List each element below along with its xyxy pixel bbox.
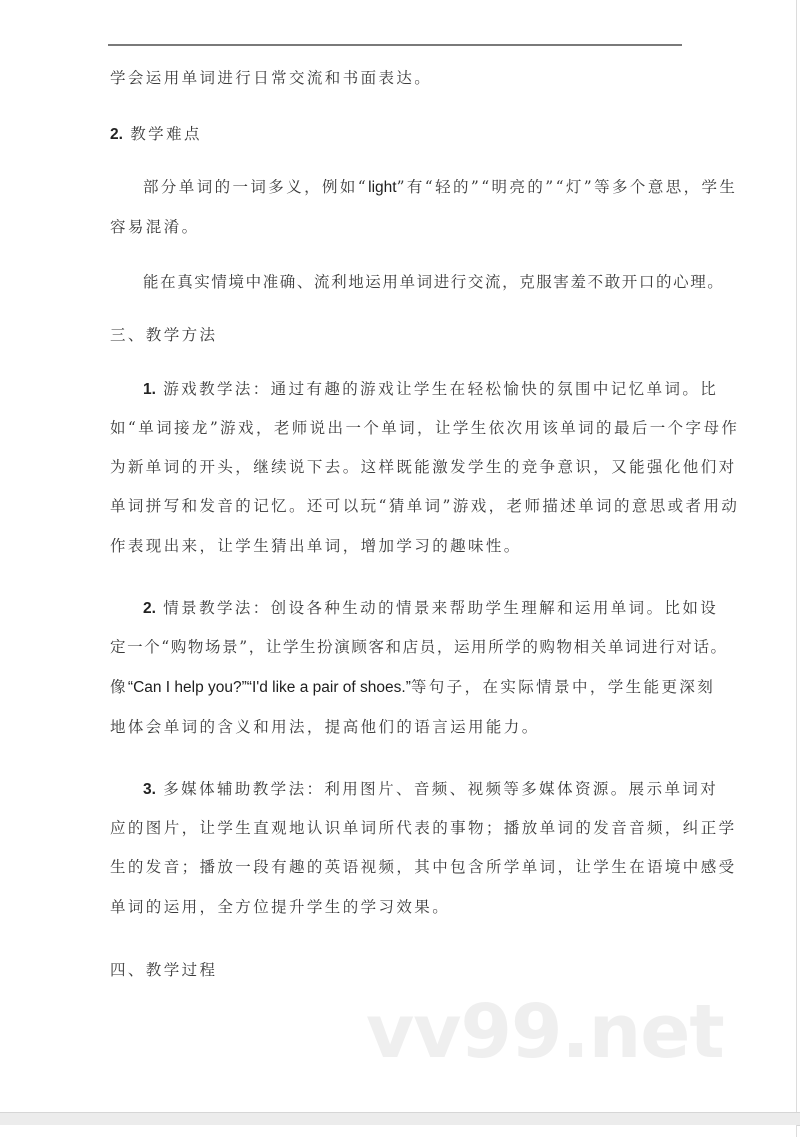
method-1-line-5	[110, 536, 690, 556]
text-segment: 定一个“购物场景”，让学生扮演顾客和店员，运用所学的购物相关单词进行对话。	[110, 638, 728, 656]
method-3-line-3	[110, 857, 737, 877]
text-segment: 情景教学法：创设各种生动的情景来帮助学生理解和运用单词。比如设	[155, 599, 719, 617]
difficulty-paragraph-2	[143, 272, 723, 292]
text-segment: 多媒体辅助教学法：利用图片、音频、视频等多媒体资源。展示单词对	[155, 780, 719, 798]
method-2-line-3	[110, 677, 716, 698]
text-segment: 像	[110, 678, 128, 696]
text-segment: 作表现出来，让学生猜出单词，增加学习的趣味性。	[110, 537, 522, 555]
method-3-line-2	[110, 818, 737, 838]
method-2-line-4	[110, 717, 690, 737]
text-segment: 部分单词的一词多义，例如“	[143, 178, 369, 196]
heading-number: 2.	[110, 126, 123, 143]
next-page-top	[0, 1125, 797, 1137]
method-3-line-1	[143, 779, 723, 800]
heading-text: 教学难点	[122, 125, 202, 143]
header-rule	[108, 44, 682, 46]
method-2-line-1	[143, 598, 723, 619]
intro-line	[110, 68, 690, 88]
text-segment: 等句子，在实际情景中，学生能更深刻	[410, 678, 716, 696]
method-3-line-4	[110, 897, 690, 917]
method-number: 3.	[143, 781, 156, 798]
intro-text: 学会运用单词进行日常交流和书面表达。	[110, 69, 433, 87]
text-segment: 地体会单词的含义和用法，提高他们的语言运用能力。	[110, 718, 540, 736]
text-segment: 容易混淆。	[110, 218, 200, 236]
text-segment: 如“单词接龙”游戏，老师说出一个单词，让学生依次用该单词的最后一个字母作	[110, 419, 740, 437]
text-segment: 生的发音；播放一段有趣的英语视频，其中包含所学单词，让学生在语境中感受	[110, 858, 737, 876]
heading-text: 四、教学过程	[110, 961, 218, 979]
method-1-line-3	[110, 457, 737, 477]
text-segment: 为新单词的开头，继续说下去。这样既能激发学生的竞争意识，又能强化他们对	[110, 458, 737, 476]
method-1-line-2	[110, 418, 740, 438]
heading-text: 三、教学方法	[110, 326, 218, 344]
text-segment: 单词拼写和发音的记忆。还可以玩“猜单词”游戏，老师描述单词的意思或者用动	[110, 497, 740, 515]
text-segment: ”有“轻的”“明亮的”“灯”等多个意思，学生	[396, 178, 738, 196]
method-2-line-2	[110, 637, 728, 657]
watermark: vv99.net	[366, 989, 724, 1075]
text-segment: 游戏教学法：通过有趣的游戏让学生在轻松愉快的氛围中记忆单词。比	[155, 380, 719, 398]
page-separator	[0, 1112, 800, 1126]
heading-methods	[110, 325, 690, 345]
latin-word: light	[368, 179, 397, 196]
text-segment: 能在真实情境中准确、流利地运用单词进行交流，克服害羞不敢开口的心理。	[143, 273, 725, 291]
method-1-line-1	[143, 379, 723, 400]
english-sentences: “Can I help you?”“I'd like a pair of shoes.”	[127, 679, 411, 696]
difficulty-paragraph-1-line-1	[143, 177, 738, 198]
heading-difficulty	[110, 124, 690, 145]
method-number: 1.	[143, 381, 156, 398]
text-segment: 单词的运用，全方位提升学生的学习效果。	[110, 898, 451, 916]
difficulty-paragraph-1-line-2	[110, 217, 690, 237]
method-1-line-4	[110, 496, 740, 516]
method-number: 2.	[143, 600, 156, 617]
text-segment: 应的图片，让学生直观地认识单词所代表的事物；播放单词的发音音频，纠正学	[110, 819, 737, 837]
heading-process	[110, 960, 690, 980]
